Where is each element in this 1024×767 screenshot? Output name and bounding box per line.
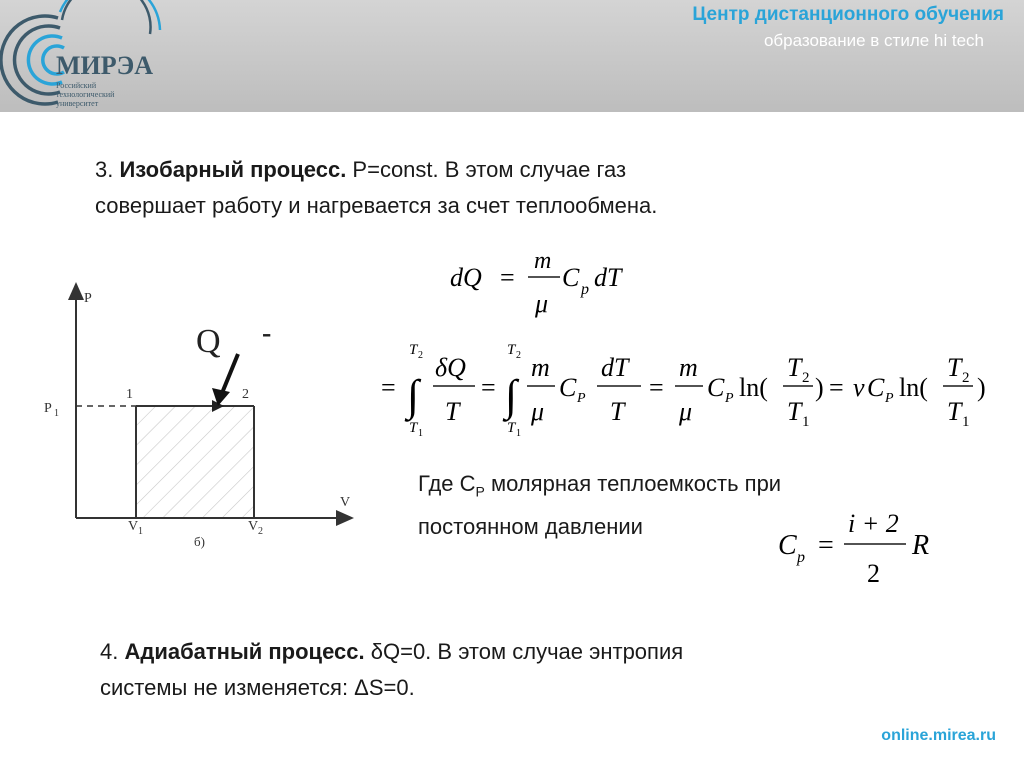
int2-upper: T — [507, 342, 516, 358]
ln-1: ln( — [739, 373, 768, 402]
label-v1: V — [128, 519, 139, 534]
section3-number: 3. — [95, 157, 120, 182]
label-q: Q — [196, 323, 221, 360]
formula-cp — [772, 504, 952, 596]
entropy-eq-4: = — [829, 373, 844, 402]
header-title: Центр дистанционного обучения — [692, 4, 1004, 25]
label-p: P — [84, 291, 92, 306]
label-v: V — [340, 495, 351, 510]
entropy-eq-3: = — [649, 373, 664, 402]
f2-den: μ — [531, 397, 545, 426]
ln-2: ln( — [899, 373, 928, 402]
work-area — [136, 406, 254, 518]
close-1: ) — [815, 373, 824, 402]
label-point-1: 1 — [126, 387, 133, 402]
formula-dq — [440, 240, 670, 324]
where-line2: постоянном давлении — [418, 514, 643, 540]
dq-equals: = — [500, 263, 515, 292]
cp-lhs-sub: p — [797, 549, 805, 566]
section3-line2: совершает работу и нагревается за счет теплообмена. — [95, 193, 658, 218]
logo-name: МИРЭА — [56, 51, 154, 80]
logo-caption-line-1: Российский — [56, 81, 97, 90]
formula-entropy — [305, 338, 1005, 442]
where-prefix: Где C — [418, 471, 476, 496]
f3-num: dT — [601, 353, 629, 382]
mirea-logo — [0, 0, 175, 112]
dq-c: C — [562, 263, 580, 292]
label-v2: V — [248, 519, 259, 534]
int1-upper-sub: 2 — [418, 350, 423, 361]
footer-url[interactable]: online.mirea.ru — [881, 727, 996, 744]
label-p1-sub: 1 — [54, 408, 59, 419]
cp-equals: = — [818, 530, 834, 561]
cp-3-sub: P — [885, 391, 894, 406]
int1-upper: T — [409, 342, 418, 358]
cp-explanation — [418, 466, 781, 545]
section3-line1: P=const. В этом случае газ — [346, 157, 627, 182]
nu: ν — [853, 373, 865, 402]
dq-tail: dT — [594, 263, 622, 292]
int1-sign: ∫ — [407, 371, 420, 420]
cp-1: C — [559, 373, 577, 402]
t-num-1-sub: 2 — [802, 370, 810, 386]
dq-c-sub: p — [581, 281, 589, 298]
header-bar — [0, 0, 1024, 112]
section4-number: 4. — [100, 639, 125, 664]
logo-caption-line-3: университет — [56, 99, 99, 108]
header-subtitle: образование в стиле hi tech — [763, 31, 984, 50]
cp-1-sub: P — [577, 391, 586, 406]
cp-3: C — [867, 373, 885, 402]
section4-line2: системы не изменяется: ΔS=0. — [100, 675, 415, 700]
f2-num: m — [531, 353, 550, 382]
section3-heading: Изобарный процесс. — [119, 157, 347, 182]
section3-paragraph — [95, 152, 657, 224]
int2-upper-sub: 2 — [516, 350, 521, 361]
t-den-1: T — [787, 397, 802, 426]
dq-frac-num: m — [534, 248, 552, 274]
f1-den: T — [445, 397, 460, 426]
f1-num: δQ — [435, 353, 466, 382]
int2-lower-sub: 1 — [516, 428, 521, 439]
t-den-2: T — [947, 397, 962, 426]
cp-lhs: C — [778, 530, 797, 561]
t-num-1: T — [787, 353, 802, 382]
int1-lower: T — [409, 420, 418, 436]
dq-frac-den: μ — [535, 289, 549, 318]
f4-num: m — [679, 353, 698, 382]
cp-2-sub: P — [725, 391, 734, 406]
where-sub: P — [475, 483, 485, 500]
t-num-2-sub: 2 — [962, 370, 970, 386]
dq-lhs: dQ — [450, 263, 482, 292]
label-v2-sub: 2 — [258, 526, 263, 537]
cp-tail: R — [912, 530, 930, 561]
section4-paragraph — [100, 634, 683, 706]
cp-2: C — [707, 373, 725, 402]
label-p1: P — [44, 401, 52, 416]
entropy-eq-2: = — [481, 373, 496, 402]
t-num-2: T — [947, 353, 962, 382]
int2-sign: ∫ — [505, 371, 518, 420]
logo-caption-line-2: технологический — [56, 90, 115, 99]
cp-num: i + 2 — [848, 509, 899, 538]
entropy-eq-1: = — [381, 373, 396, 402]
int1-lower-sub: 1 — [418, 428, 423, 439]
dash-mark: - — [262, 318, 272, 349]
label-v1-sub: 1 — [138, 526, 143, 537]
section4-line1: δQ=0. В этом случае энтропия — [364, 639, 684, 664]
pv-diagram — [24, 280, 372, 552]
close-2: ) — [977, 373, 986, 402]
int2-lower: T — [507, 420, 516, 436]
section4-heading: Адиабатный процесс. — [124, 639, 365, 664]
f4-den: μ — [679, 397, 693, 426]
f3-den: T — [610, 397, 625, 426]
t-den-2-sub: 1 — [962, 414, 970, 430]
where-rest: молярная теплоемкость при — [484, 471, 782, 496]
t-den-1-sub: 1 — [802, 414, 810, 430]
label-point-2: 2 — [242, 387, 249, 402]
diagram-caption: б) — [194, 534, 205, 549]
cp-den: 2 — [867, 559, 880, 588]
